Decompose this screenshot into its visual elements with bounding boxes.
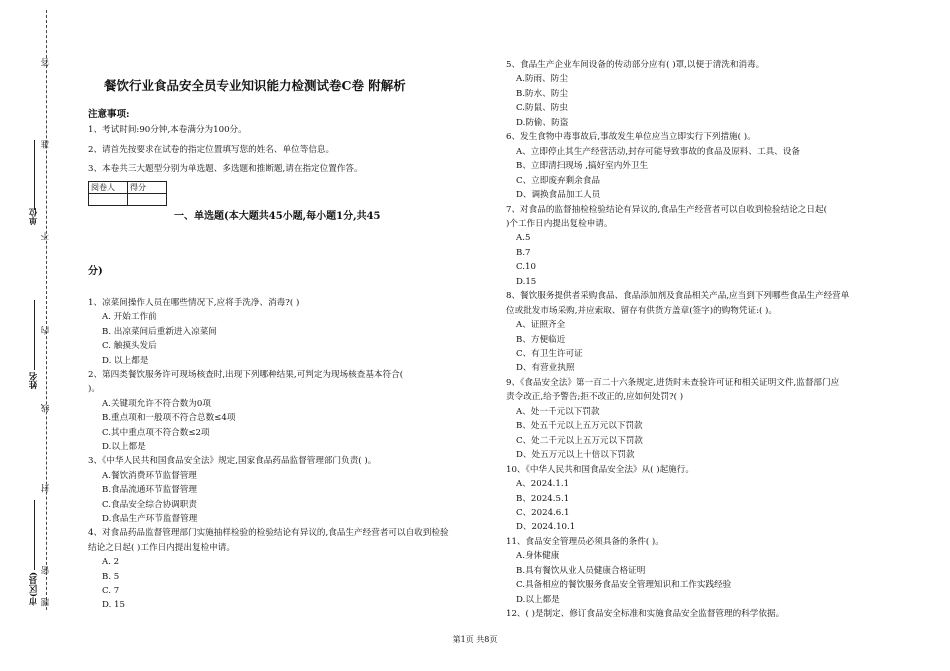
question-line: 7、对食品的监督抽检检验结论有异议的,食品生产经营者可以自收到检验结论之日起( (506, 204, 827, 215)
answer-option: B. 5 (102, 571, 120, 582)
name-blank (34, 300, 35, 370)
margin-label-unit: 单位 (29, 208, 39, 225)
answer-option: D.防偷、防盗 (516, 117, 569, 128)
question-line: 8、餐饮服务提供者采购食品、食品添加剂及食品相关产品,应当到下列哪些食品生产经营单 (506, 291, 850, 302)
answer-option: C. 7 (102, 586, 120, 596)
margin-label-nei: 内 (41, 326, 51, 335)
margin-label-zhun: 准 (41, 140, 51, 149)
answer-option: A、处一千元以下罚款 (516, 406, 600, 417)
question-line: )。 (88, 384, 100, 395)
margin-label-mi: 密 (41, 566, 51, 575)
question-line: 责令改正,给予警告;拒不改正的,应如何处罚?( ) (506, 392, 684, 403)
page-footer: 第1页 共8页 (452, 635, 498, 644)
margin-label-bu: 不 (41, 232, 51, 241)
question-line: 6、发生食物中毒事故后,事故发生单位应当立即实行下列措施( )。 (506, 132, 756, 143)
answer-option: A、证照齐全 (516, 320, 566, 331)
answer-option: D、有营业执照 (516, 363, 575, 374)
question-line: 位或批发市场采购,并应索取、留存有供货方盖章(签字)的购物凭证:( )。 (506, 305, 777, 316)
question-line: 1、凉菜间操作人员在哪些情况下,应将手洗净、消毒?( ) (88, 298, 300, 308)
answer-option: B、处五千元以上五万元以下罚款 (516, 421, 643, 432)
notice-item: 2、请首先按要求在试卷的指定位置填写您的姓名、单位等信息。 (88, 145, 335, 155)
question-line: 9、《食品安全法》第一百二十六条规定,进货时未查验许可证和相关证明文件,监督部门应 (506, 377, 840, 388)
question-line: 4、对食品药品监督管理部门实施抽样检验的检验结论有异议的,食品生产经营者可以自收到检验 (88, 528, 449, 539)
answer-option: A. 开始工作前 (102, 312, 157, 323)
question-line: 10、《中华人民共和国食品安全法》从( )起施行。 (506, 464, 694, 475)
section-heading-cont: 分) (88, 266, 103, 277)
notice-item: 1、考试时间:90分钟,本卷满分为100分。 (88, 125, 247, 135)
answer-option: C. 触摸头发后 (102, 341, 157, 352)
answer-option: C、立即废弃剩余食品 (516, 175, 600, 186)
city-blank (34, 500, 35, 570)
margin-label-xian: 线 (41, 404, 51, 413)
answer-option: B、立即清扫现场 ,搞好室内外卫生 (516, 161, 649, 172)
question-line: 12、( )是制定、修订食品安全标准和实施食品安全监督管理的科学依据。 (506, 609, 785, 620)
answer-option: B.具有餐饮从业人员健康合格证明 (516, 565, 646, 576)
score-header: 得分 (128, 182, 167, 194)
score-cell[interactable] (128, 194, 167, 206)
answer-option: A.防雨、防尘 (516, 74, 568, 85)
answer-option: D.食品生产环节监督管理 (102, 514, 198, 524)
answer-option: C、有卫生许可证 (516, 349, 583, 359)
margin-label-feng: 封 (41, 484, 51, 493)
answer-option: D.15 (516, 276, 537, 287)
answer-option: A.关键项允许不符合数为0项 (102, 398, 211, 409)
question-line: 5、食品生产企业车间设备的传动部分应有( )罩,以便于清洗和消毒。 (506, 60, 765, 70)
answer-option: A.餐饮消费环节监督管理 (102, 470, 197, 481)
answer-option: B. 出凉菜间后重新进入凉菜间 (102, 326, 217, 337)
question-line: 3、《中华人民共和国食品安全法》规定,国家食品药品监督管理部门负责( )。 (88, 456, 377, 467)
answer-option: B、方便临近 (516, 334, 566, 345)
answer-option: B.防水、防尘 (516, 88, 569, 99)
answer-option: B.7 (516, 247, 531, 258)
answer-option: B.重点项和一般项不符合总数≤4项 (102, 413, 236, 424)
margin-label-ti: 题 (41, 598, 51, 607)
notice-heading: 注意事项: (88, 109, 130, 120)
question-line: 11、食品安全管理员必须具备的条件( )。 (506, 536, 664, 547)
answer-option: C.防鼠、防虫 (516, 103, 568, 114)
reviewer-header: 阅卷人 (89, 182, 128, 194)
answer-option: B、2024.5.1 (516, 493, 570, 504)
answer-option: D、2024.10.1 (516, 522, 576, 533)
answer-option: D.以上都是 (516, 594, 560, 605)
question-line: )个工作日内提出复检申请。 (506, 218, 613, 229)
answer-option: B.食品流通环节监督管理 (102, 485, 197, 496)
binding-dashed-line (46, 10, 47, 610)
answer-option: C.其中重点项不符合数≤2项 (102, 427, 210, 438)
answer-option: C.10 (516, 262, 536, 273)
answer-option: A、立即停止其生产经营活动,封存可能导致事故的食品及原料、工具、设备 (516, 146, 800, 157)
answer-option: C、2024.6.1 (516, 507, 570, 518)
answer-option: A.5 (516, 233, 531, 244)
answer-option: A、2024.1.1 (516, 479, 570, 490)
unit-blank (34, 140, 35, 210)
margin-label-city: 市(区县) (29, 572, 39, 606)
answer-option: D. 15 (102, 600, 125, 611)
margin-label-da: 答 (41, 58, 51, 67)
answer-option: C.食品安全综合协调职责 (102, 499, 197, 510)
question-line: 结论之日起( )工作日内提出复检申请。 (88, 542, 235, 553)
answer-option: D. 以上都是 (102, 355, 149, 366)
answer-option: C.具备相应的餐饮服务食品安全管理知识和工作实践经验 (516, 580, 732, 591)
score-table (88, 181, 167, 206)
section-heading: 一、单选题(本大题共45小题,每小题1分,共45 (174, 211, 381, 222)
page-title: 餐饮行业食品安全员专业知识能力检测试卷C卷 附解析 (104, 78, 406, 93)
answer-option: D、处五万元以上十倍以下罚款 (516, 450, 635, 461)
reviewer-cell[interactable] (89, 194, 128, 206)
answer-option: C、处二千元以上五万元以下罚款 (516, 435, 643, 446)
answer-option: A.身体健康 (516, 551, 560, 562)
answer-option: D、调换食品加工人员 (516, 190, 601, 201)
answer-option: A. 2 (102, 557, 120, 568)
question-line: 2、第四类餐饮服务许可现场核查时,出现下列哪种结果,可判定为现场核查基本符合( (88, 370, 404, 380)
notice-item: 3、本卷共三大题型分别为单选题、多选题和推断题,请在指定位置作答。 (88, 164, 363, 174)
margin-label-name: 姓名 (29, 372, 39, 389)
answer-option: D.以上都是 (102, 442, 146, 452)
